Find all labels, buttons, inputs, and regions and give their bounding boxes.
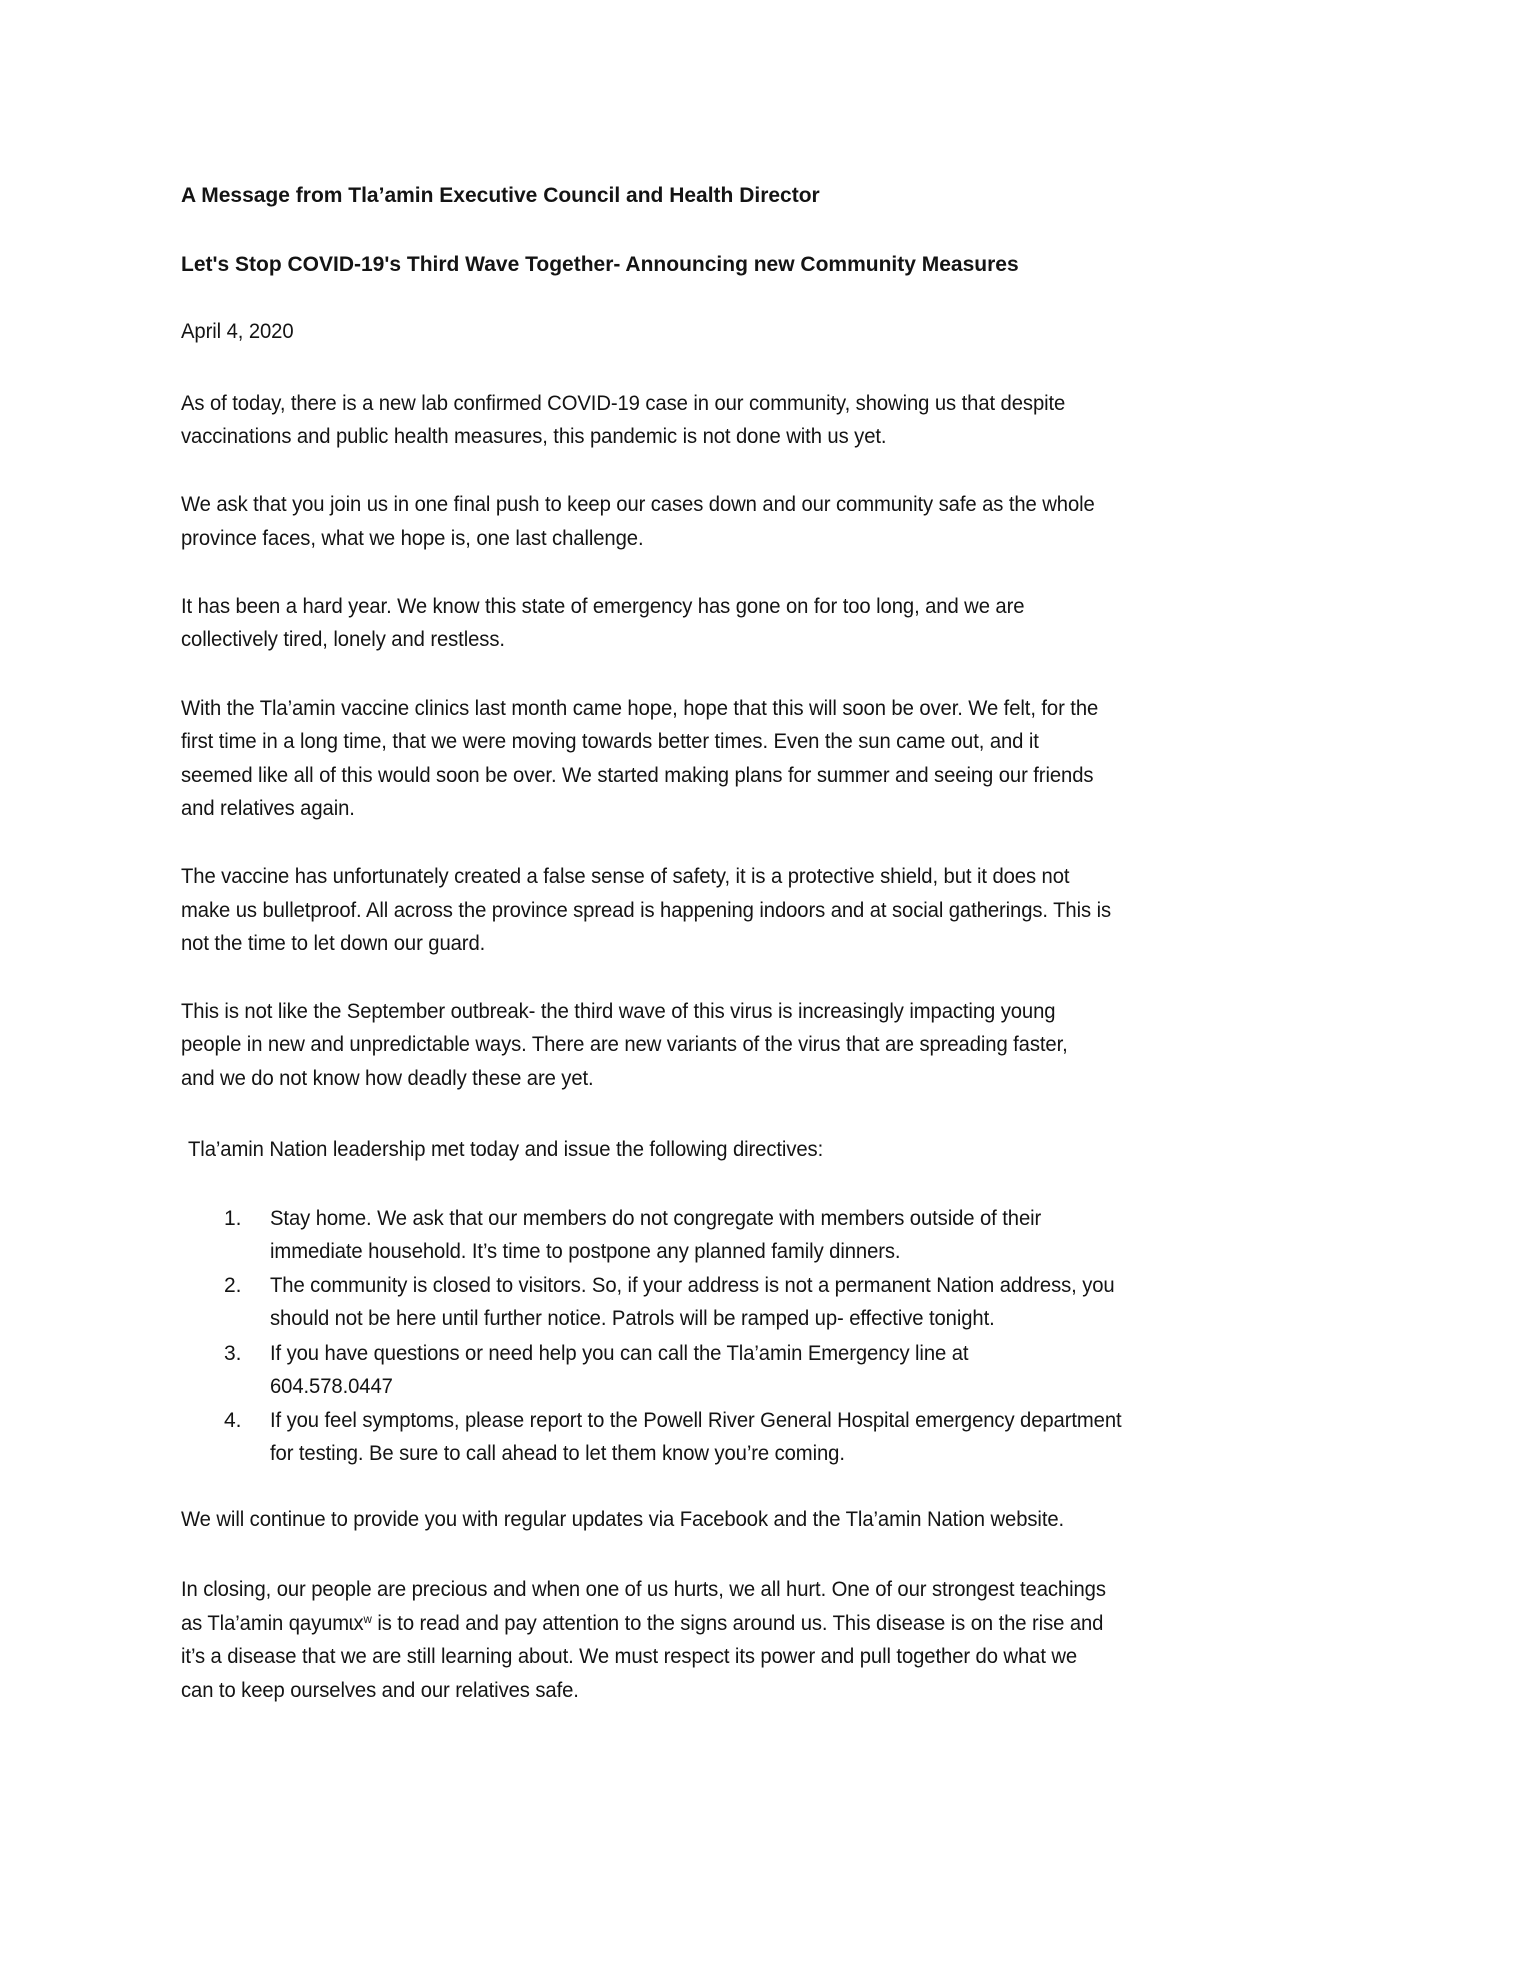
document-heading: A Message from Tla’amin Executive Council and Health Director — [181, 184, 820, 207]
directive-line: for testing. Be sure to call ahead to let them know you’re coming. — [270, 1442, 845, 1465]
directive-line: immediate household. It’s time to postpone any planned family dinners. — [270, 1240, 901, 1263]
directive-number: 2. — [224, 1274, 242, 1297]
paragraph-line: make us bulletproof. All across the province spread is happening indoors and at social gatherings. This is — [181, 899, 1112, 922]
paragraph-line — [181, 1607, 1103, 1641]
paragraph-line: first time in a long time, that we were moving towards better times. Even the sun came out, and it — [181, 730, 1039, 753]
paragraph-line: We ask that you join us in one final push to keep our cases down and our community safe as the whole — [181, 493, 1095, 516]
document-subheading: Let's Stop COVID-19's Third Wave Together- Announcing new Community Measures — [181, 253, 1019, 276]
paragraph-line: The vaccine has unfortunately created a false sense of safety, it is a protective shield, but it does not — [181, 865, 1070, 888]
paragraph-line: people in new and unpredictable ways. There are new variants of the virus that are spreading faster, — [181, 1033, 1068, 1056]
document-date: April 4, 2020 — [181, 320, 294, 343]
paragraph-line: province faces, what we hope is, one last challenge. — [181, 527, 644, 550]
paragraph-line: not the time to let down our guard. — [181, 932, 486, 955]
paragraph-line: With the Tla’amin vaccine clinics last month came hope, hope that this will soon be over. We felt, for the — [181, 697, 1099, 720]
directive-line: should not be here until further notice. Patrols will be ramped up- effective tonight. — [270, 1307, 995, 1330]
paragraph-line: It has been a hard year. We know this state of emergency has gone on for too long, and we are — [181, 595, 1025, 618]
updates-paragraph: We will continue to provide you with regular updates via Facebook and the Tla’amin Nation website. — [181, 1508, 1065, 1531]
paragraph-line: can to keep ourselves and our relatives safe. — [181, 1679, 579, 1702]
directive-line: Stay home. We ask that our members do not congregate with members outside of their — [270, 1207, 1042, 1230]
directive-number: 3. — [224, 1342, 242, 1365]
paragraph-line: This is not like the September outbreak- the third wave of this virus is increasingly impacting young — [181, 1000, 1056, 1023]
paragraph-line: collectively tired, lonely and restless. — [181, 628, 505, 651]
paragraph-line: and relatives again. — [181, 797, 355, 820]
closing-text-after: is to read and pay attention to the signs around us. This disease is on the rise and — [371, 1612, 1104, 1635]
paragraph-line: and we do not know how deadly these are yet. — [181, 1067, 594, 1090]
directive-line: If you feel symptoms, please report to the Powell River General Hospital emergency department — [270, 1409, 1122, 1432]
directive-line: The community is closed to visitors. So, if your address is not a permanent Nation address, you — [270, 1274, 1115, 1297]
directives-intro: Tla’amin Nation leadership met today and issue the following directives: — [188, 1138, 824, 1161]
paragraph-line: As of today, there is a new lab confirmed COVID-19 case in our community, showing us that despite — [181, 392, 1066, 415]
emergency-phone-number: 604.578.0447 — [270, 1375, 393, 1398]
paragraph-line: it’s a disease that we are still learning about. We must respect its power and pull together do what we — [181, 1645, 1078, 1668]
paragraph-line: vaccinations and public health measures, this pandemic is not done with us yet. — [181, 425, 887, 448]
directive-number: 1. — [224, 1207, 242, 1230]
directive-number: 4. — [224, 1409, 242, 1432]
closing-text-before: as Tla’amin qayumɩx — [181, 1612, 364, 1635]
paragraph-line: In closing, our people are precious and when one of us hurts, we all hurt. One of our strongest teachings — [181, 1578, 1106, 1601]
directive-line: If you have questions or need help you can call the Tla’amin Emergency line at — [270, 1342, 969, 1365]
superscript-w: w — [363, 1612, 372, 1626]
paragraph-line: seemed like all of this would soon be over. We started making plans for summer and seeing our friends — [181, 764, 1094, 787]
